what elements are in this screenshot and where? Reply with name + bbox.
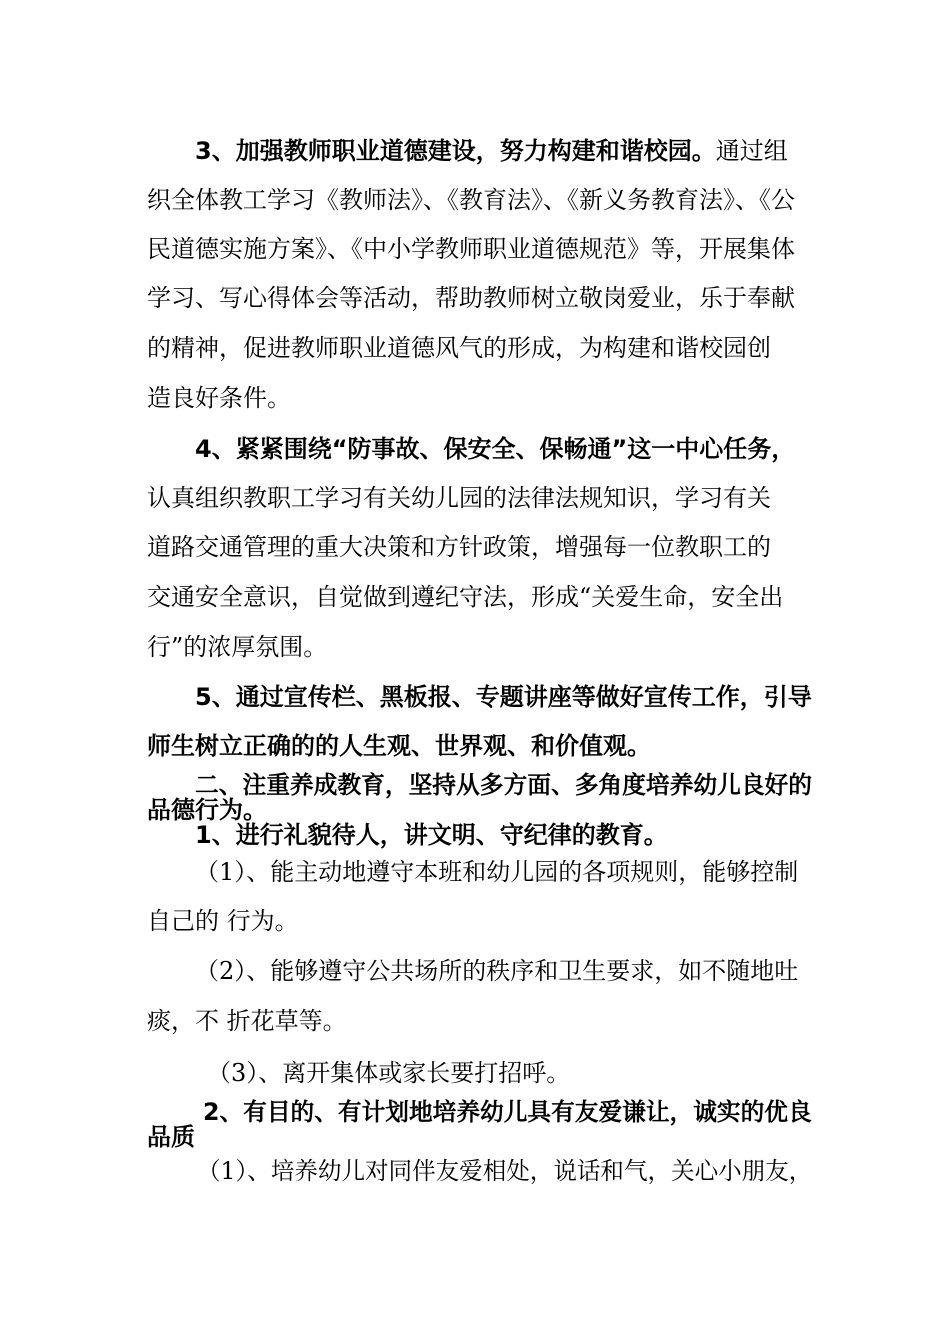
paragraph-3-line-4: 学习、写心得体会等活动，帮助教师树立敬岗爱业，乐于奉献 (147, 284, 795, 312)
paragraph-3-line-2: 织全体教工学习《教师法》、《教育法》、《新义务教育法》、《公 (147, 186, 795, 214)
section-2-heading: 二、注重养成教育，坚持从多方面、多角度培养幼儿良好的 (195, 771, 813, 799)
paragraph-4-line-4: 交通安全意识，自觉做到遵纪守法，形成“关爱生命，安全出 (147, 583, 784, 611)
item-1-2-line-2: 痰，不 折花草等。 (147, 1007, 347, 1035)
paragraph-4-line-3: 道路交通管理的重大决策和方针政策，增强每一位教职工的 (147, 533, 771, 561)
paragraph-4-heading: 4、紧紧围绕“防事故、保安全、保畅通”这一中心任务， (195, 435, 796, 463)
item-1-1-line-1: （1）、能主动地遵守本班和幼儿园的各项规则，能够控制 (195, 858, 799, 886)
item-1-heading: 1、进行礼貌待人，讲文明、守纪律的教育。 (195, 821, 668, 849)
paragraph-4-line-2: 认真组织教职工学习有关幼儿园的法律法规知识，学习有关 (147, 484, 771, 512)
paragraph-4-line-5: 行”的浓厚氛围。 (147, 633, 328, 661)
paragraph-5-heading: 5、通过宣传栏、黑板报、专题讲座等做好宣传工作，引导 (195, 683, 812, 711)
item-2-1-line-1: （1）、培养幼儿对同伴友爱相处，说话和气，关心小朋友， (197, 1157, 813, 1185)
paragraph-3-line-5: 的精神，促进教师职业道德风气的形成，为构建和谐校园创 (147, 334, 771, 362)
paragraph-3-line-3: 民道德实施方案》、《中小学教师职业道德规范》等，开展集体 (147, 235, 795, 263)
paragraph-3-text: 通过组 (715, 137, 788, 165)
paragraph-5-line-2: 师生树立正确的的人生观、世界观、和价值观。 (147, 732, 651, 760)
item-1-3-line-1: （3）、离开集体或家长要打招呼。 (207, 1059, 571, 1087)
item-2-heading: 2、有目的、有计划地培养幼儿具有友爱谦让，诚实的优良 (203, 1098, 812, 1126)
paragraph-3-line-1 (195, 139, 788, 163)
paragraph-3-heading: 3、加强教师职业道德建设，努力构建和谐校园。 (195, 137, 716, 165)
section-2-heading-cont: 品德行为。 (147, 796, 267, 824)
item-2-heading-cont: 品质 (147, 1123, 195, 1151)
item-1-2-line-1: （2）、能够遵守公共场所的秩序和卫生要求，如不随地吐 (195, 957, 799, 985)
item-1-1-line-2: 自己的 行为。 (147, 907, 299, 935)
paragraph-3-line-6: 造良好条件。 (147, 384, 291, 412)
